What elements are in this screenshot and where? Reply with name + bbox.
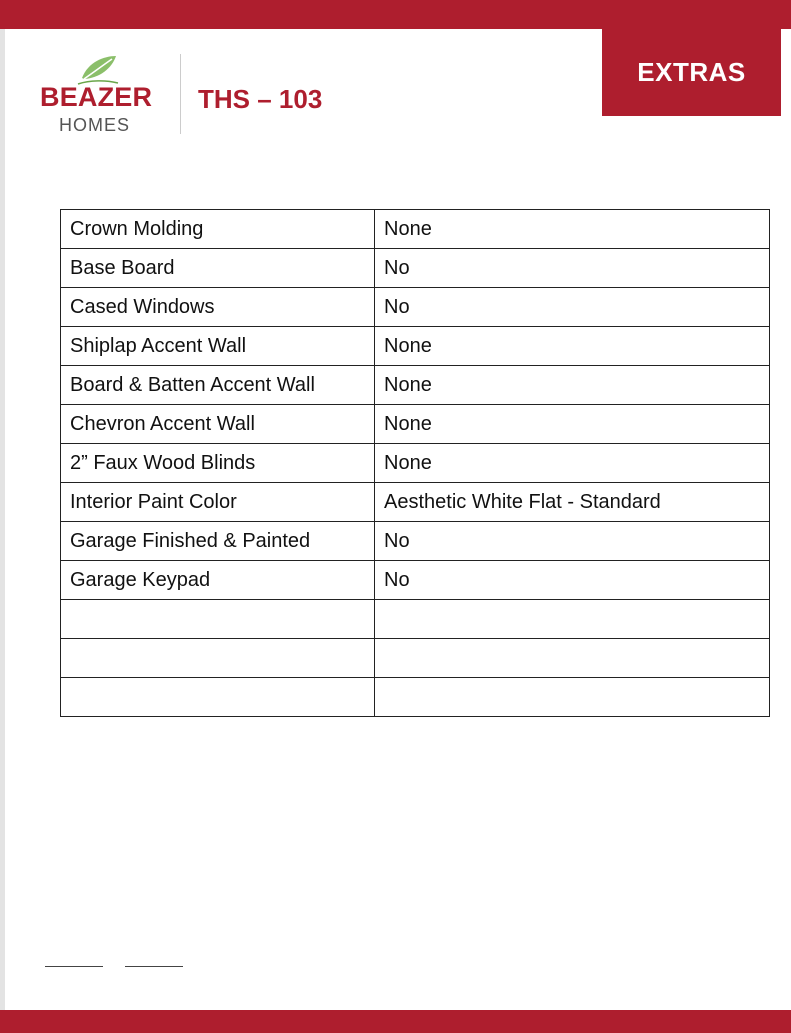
value-cell: None — [375, 327, 770, 366]
top-accent-bar — [0, 0, 791, 29]
item-cell: Cased Windows — [61, 288, 375, 327]
table-row — [61, 600, 770, 639]
value-cell: None — [375, 405, 770, 444]
table-row — [61, 249, 770, 288]
table-row — [61, 210, 770, 249]
item-cell: Chevron Accent Wall — [61, 405, 375, 444]
value-cell: No — [375, 561, 770, 600]
extras-table — [60, 209, 770, 717]
table-row — [61, 522, 770, 561]
value-cell — [375, 678, 770, 717]
table-row — [61, 366, 770, 405]
initial-line-2 — [125, 966, 183, 967]
value-cell: Aesthetic White Flat - Standard — [375, 483, 770, 522]
header-divider — [180, 54, 181, 134]
leaf-logo-icon — [76, 52, 120, 86]
item-cell: Base Board — [61, 249, 375, 288]
table-row — [61, 561, 770, 600]
table-row — [61, 678, 770, 717]
value-cell — [375, 639, 770, 678]
brand-subtitle: HOMES — [59, 115, 131, 135]
item-cell: Board & Batten Accent Wall — [61, 366, 375, 405]
value-cell: None — [375, 444, 770, 483]
item-cell — [61, 678, 375, 717]
item-cell — [61, 600, 375, 639]
table-row — [61, 327, 770, 366]
value-cell — [375, 600, 770, 639]
item-cell — [61, 639, 375, 678]
section-tab-extras — [602, 29, 781, 116]
item-cell: Garage Keypad — [61, 561, 375, 600]
item-cell: 2” Faux Wood Blinds — [61, 444, 375, 483]
initial-line-1 — [45, 966, 103, 967]
item-cell: Shiplap Accent Wall — [61, 327, 375, 366]
bottom-accent-bar — [0, 1010, 791, 1033]
table-row — [61, 483, 770, 522]
item-cell: Interior Paint Color — [61, 483, 375, 522]
table-row — [61, 444, 770, 483]
value-cell: No — [375, 288, 770, 327]
table-row — [61, 405, 770, 444]
page-edge — [0, 0, 5, 1033]
item-cell: Garage Finished & Painted — [61, 522, 375, 561]
value-cell: No — [375, 522, 770, 561]
brand-name: BEAZER — [40, 82, 153, 112]
value-cell: None — [375, 210, 770, 249]
value-cell: None — [375, 366, 770, 405]
table-row — [61, 639, 770, 678]
section-label: EXTRAS — [637, 57, 746, 87]
value-cell: No — [375, 249, 770, 288]
plan-code: THS – 103 — [198, 84, 323, 114]
item-cell: Crown Molding — [61, 210, 375, 249]
table-row — [61, 288, 770, 327]
